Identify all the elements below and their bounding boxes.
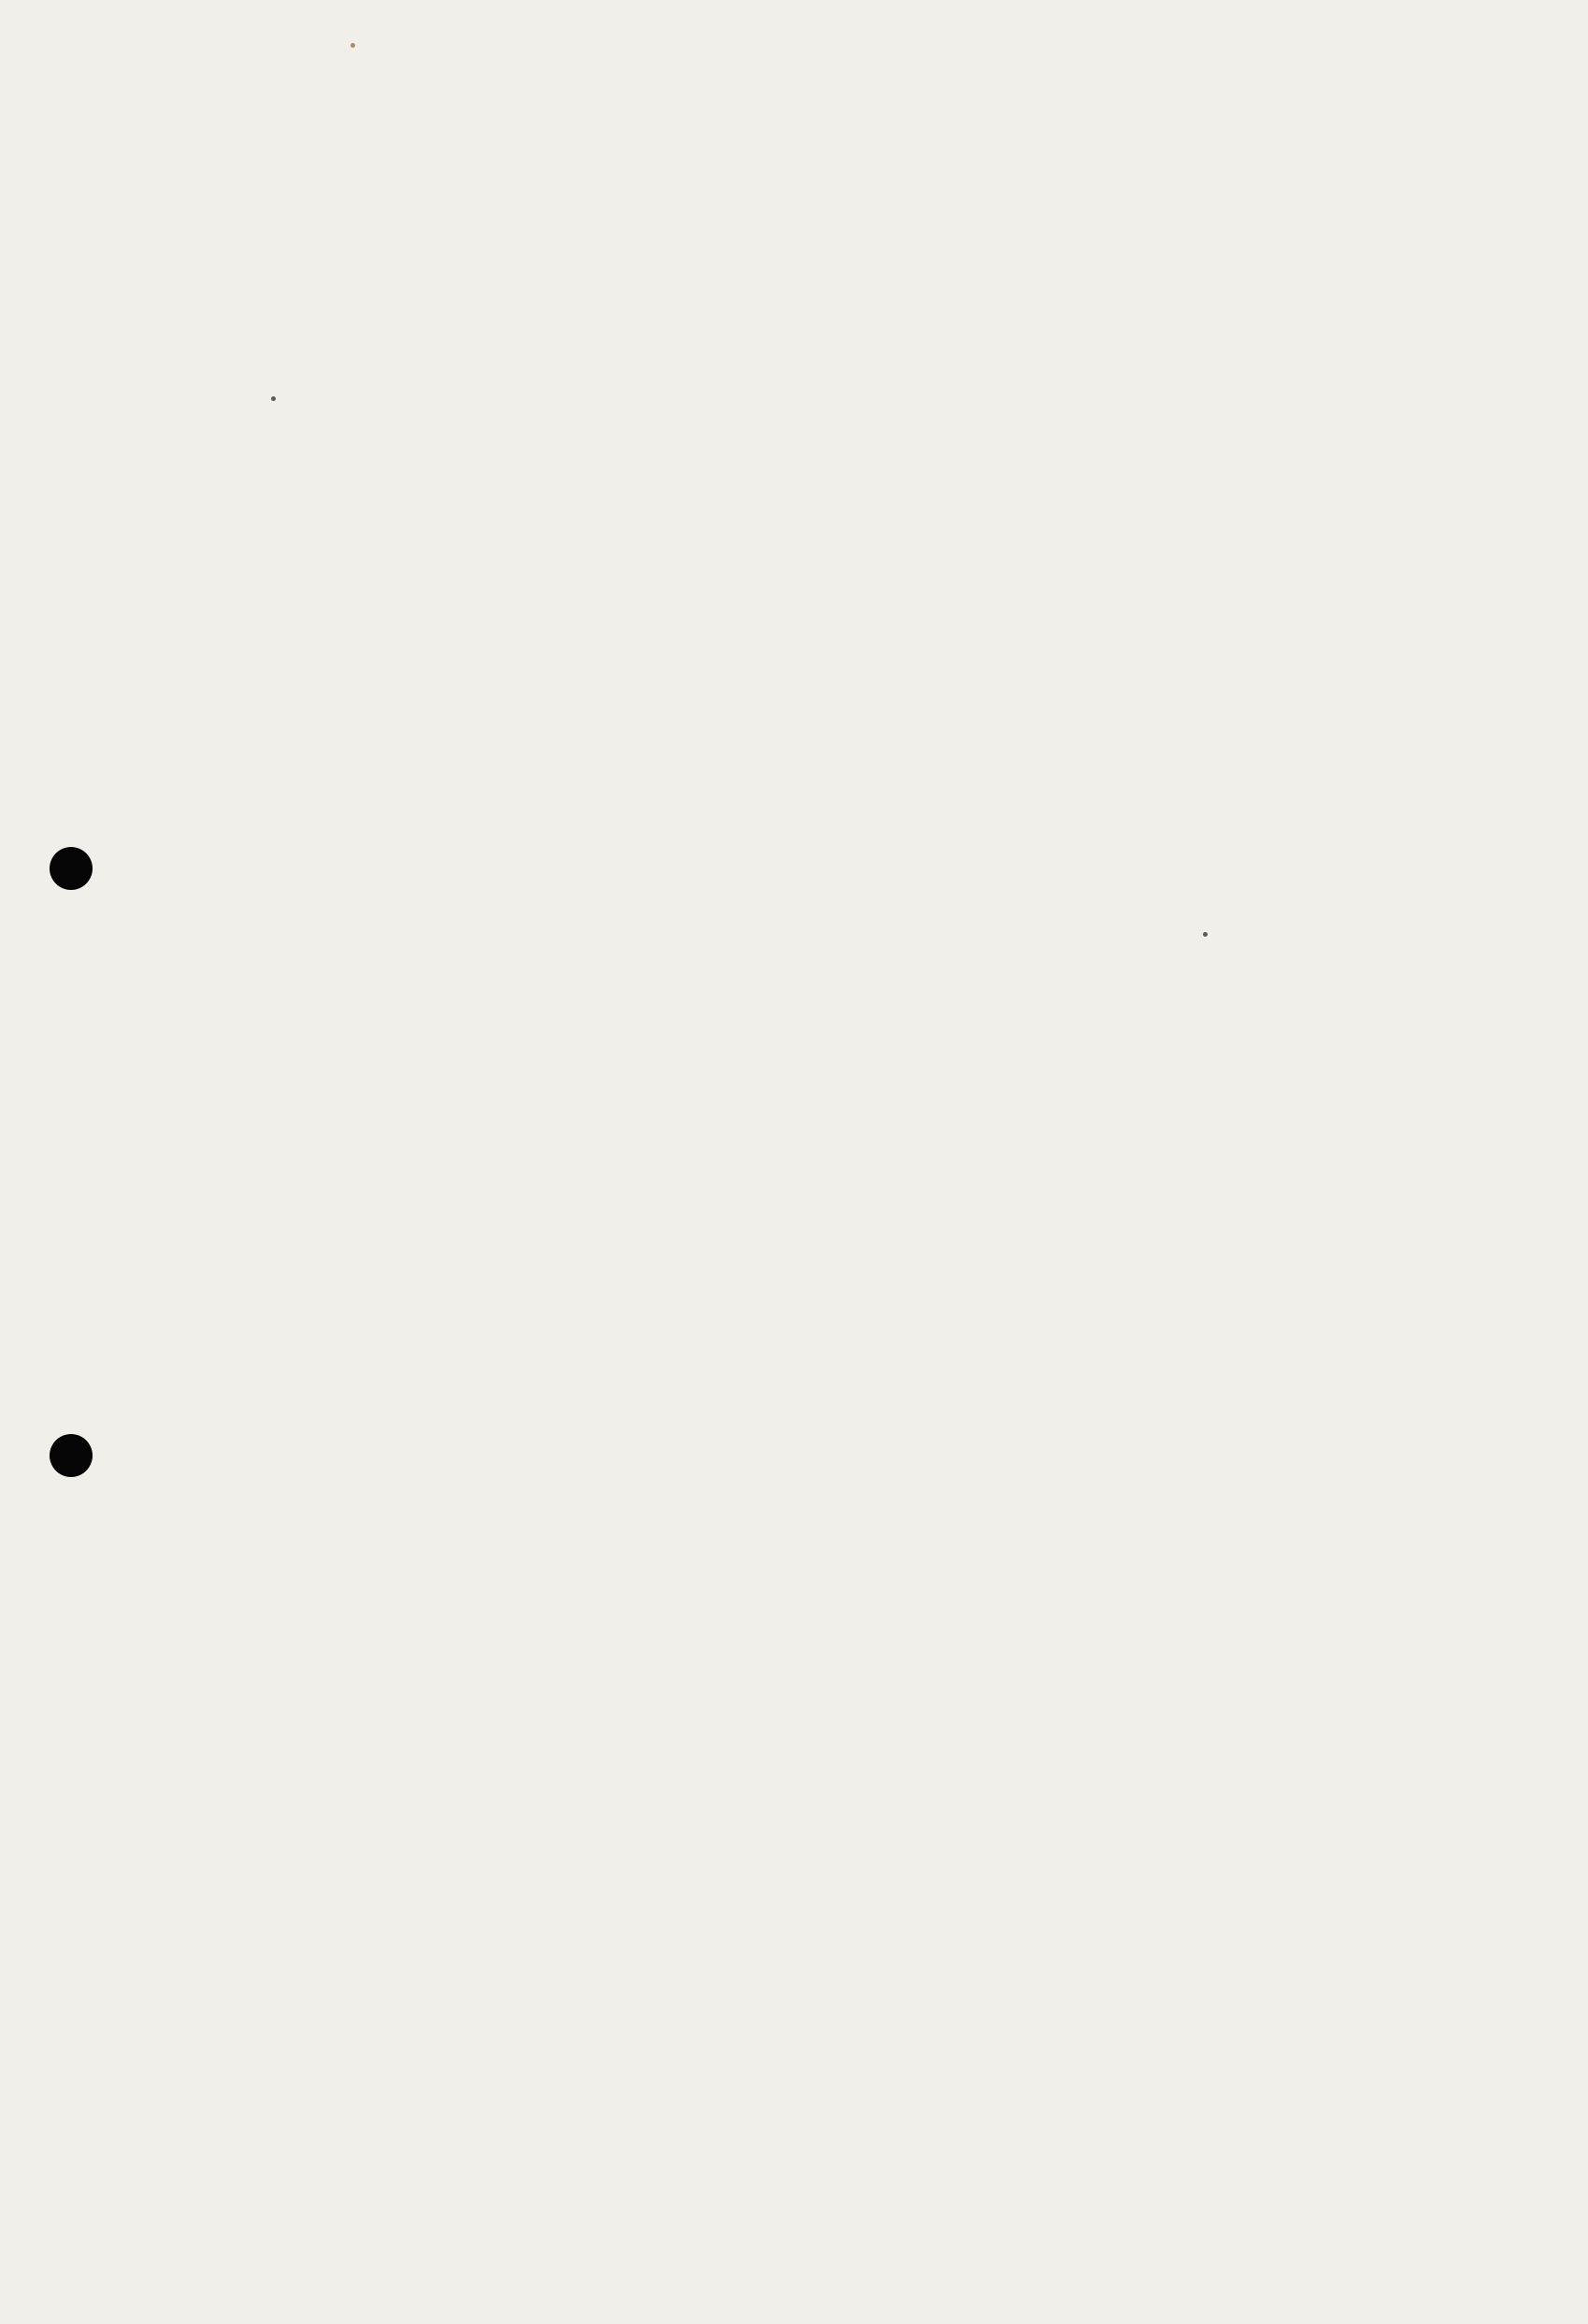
speck-dot — [271, 396, 276, 401]
stain-dot — [351, 43, 355, 48]
punch-hole-bottom — [50, 1434, 93, 1477]
punch-hole-top — [50, 847, 93, 890]
speck-dot — [1203, 932, 1208, 937]
